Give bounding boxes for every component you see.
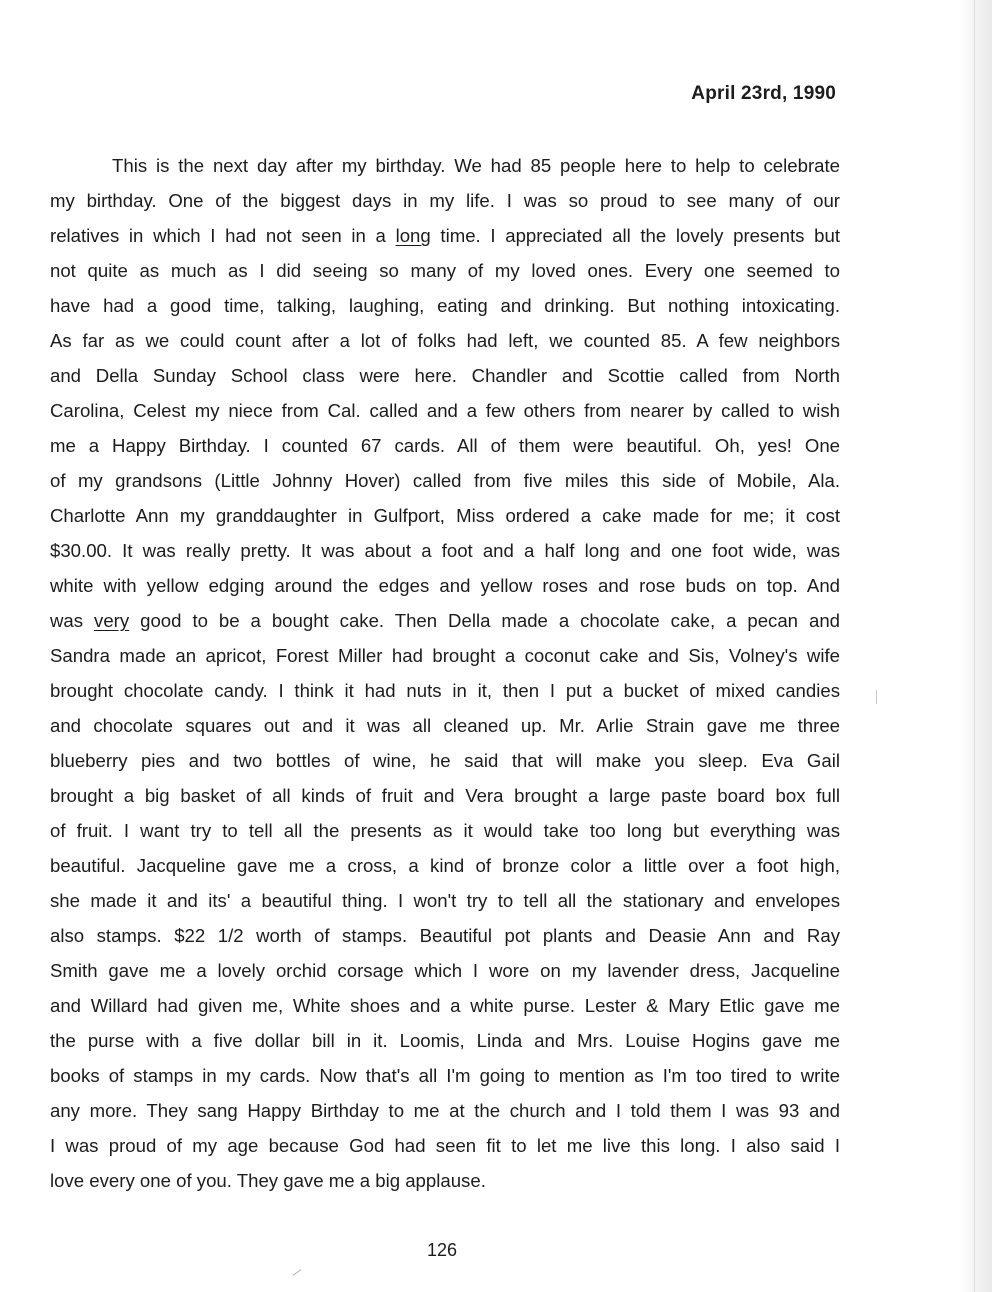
text-line: also stamps. $22 1/2 worth of stamps. Beautiful pot plants and Deasie Ann and Ray <box>50 925 840 946</box>
underlined-word: long <box>395 225 431 246</box>
text-line-segment: good to be a bought cake. Then Della made a chocolate cake, a pecan and <box>129 610 841 631</box>
text-line-segment: time. I appreciated all the lovely presents but <box>430 225 840 246</box>
text-line: Charlotte Ann my granddaughter in Gulfport, Miss ordered a cake made for me; it cost <box>50 505 840 526</box>
text-line <box>50 218 840 253</box>
text-line: beautiful. Jacqueline gave me a cross, a kind of bronze color a little over a foot high, <box>50 855 840 876</box>
text-line-segment: relatives in which I had not seen in a <box>50 225 396 246</box>
diary-entry-body <box>50 148 840 1198</box>
text-line: This is the next day after my birthday. We had 85 people here to help to celebrate <box>112 155 840 176</box>
text-line: any more. They sang Happy Birthday to me at the church and I told them I was 93 and <box>50 1100 840 1121</box>
date-heading: April 23rd, 1990 <box>691 83 836 104</box>
pencil-mark <box>876 690 877 704</box>
text-line: white with yellow edging around the edges and yellow roses and rose buds on top. And <box>50 575 840 596</box>
page-number: 126 <box>426 1240 458 1260</box>
scan-page-edge <box>960 0 992 1292</box>
pencil-mark <box>293 1269 302 1276</box>
text-line: of fruit. I want try to tell all the presents as it would take too long but everything was <box>50 820 840 841</box>
text-line: my birthday. One of the biggest days in my life. I was so proud to see many of our <box>50 190 840 211</box>
underlined-word: very <box>94 610 130 631</box>
text-line: she made it and its' a beautiful thing. I won't try to tell all the stationary and envelopes <box>50 890 840 911</box>
text-line: books of stamps in my cards. Now that's all I'm going to mention as I'm too tired to write <box>50 1065 840 1086</box>
text-line: brought chocolate candy. I think it had nuts in it, then I put a bucket of mixed candies <box>50 680 840 701</box>
text-line: and Willard had given me, White shoes and a white purse. Lester & Mary Etlic gave me <box>50 995 840 1016</box>
text-line: I was proud of my age because God had seen fit to let me live this long. I also said I <box>50 1135 840 1156</box>
text-line: Smith gave me a lovely orchid corsage which I wore on my lavender dress, Jacqueline <box>50 960 840 981</box>
text-line: $30.00. It was really pretty. It was about a foot and a half long and one foot wide, was <box>50 540 840 561</box>
text-line: love every one of you. They gave me a big applause. <box>50 1170 486 1191</box>
text-line: the purse with a five dollar bill in it. Loomis, Linda and Mrs. Louise Hogins gave me <box>50 1030 840 1051</box>
text-line: me a Happy Birthday. I counted 67 cards. All of them were beautiful. Oh, yes! One <box>50 435 840 456</box>
text-line: have had a good time, talking, laughing, eating and drinking. But nothing intoxicating. <box>50 295 840 316</box>
text-line: blueberry pies and two bottles of wine, he said that will make you sleep. Eva Gail <box>50 750 840 771</box>
text-line: and chocolate squares out and it was all cleaned up. Mr. Arlie Strain gave me three <box>50 715 840 736</box>
text-line: and Della Sunday School class were here. Chandler and Scottie called from North <box>50 365 840 386</box>
text-line: not quite as much as I did seeing so many of my loved ones. Every one seemed to <box>50 260 840 281</box>
text-line-segment: was <box>50 610 95 631</box>
text-line: Sandra made an apricot, Forest Miller had brought a coconut cake and Sis, Volney's wife <box>50 645 840 666</box>
text-line: of my grandsons (Little Johnny Hover) called from five miles this side of Mobile, Ala. <box>50 470 840 491</box>
text-line <box>50 603 840 638</box>
text-line: brought a big basket of all kinds of fruit and Vera brought a large paste board box full <box>50 785 840 806</box>
text-line: Carolina, Celest my niece from Cal. called and a few others from nearer by called to wish <box>50 400 840 421</box>
text-line: As far as we could count after a lot of folks had left, we counted 85. A few neighbors <box>50 330 840 351</box>
